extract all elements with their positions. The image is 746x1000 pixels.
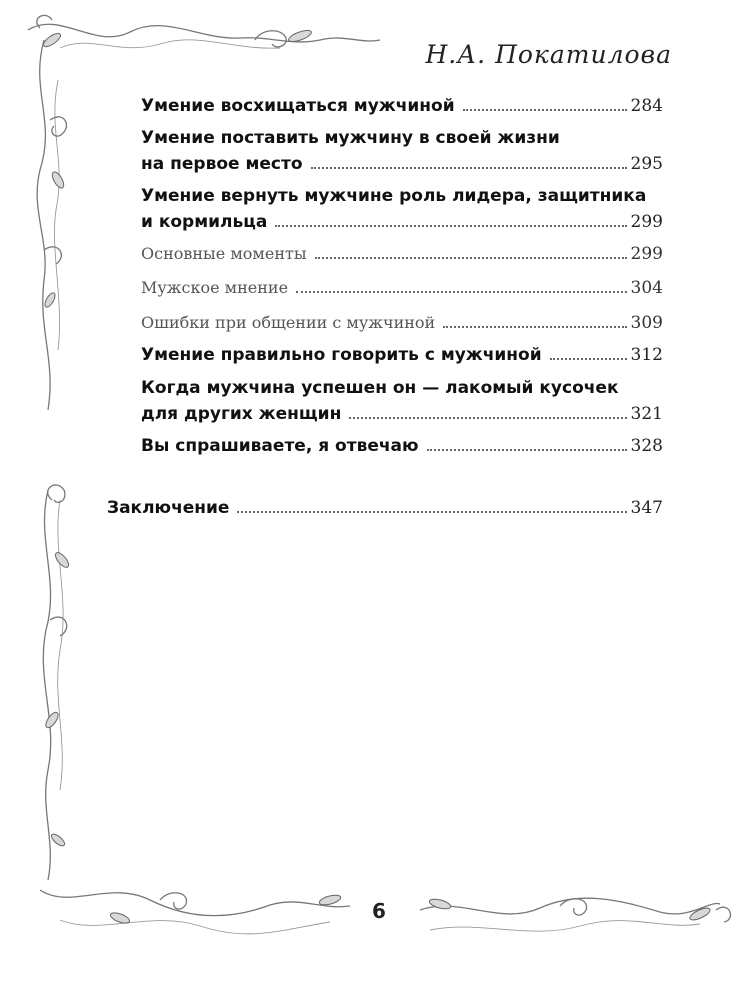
dot-leader [427,448,627,451]
toc-page-number: 328 [630,436,663,456]
toc-page-number: 295 [630,154,663,174]
toc-page-number: 309 [630,313,663,333]
toc-entry-title: Заключение [107,498,230,518]
dot-leader [296,290,627,293]
dot-leader [237,510,626,513]
toc-page-number: 312 [630,345,663,365]
toc-entry-title: Умение восхищаться мужчиной [141,96,455,116]
toc-entry-title: Умение вернуть мужчине роль лидера, защитника [141,186,647,206]
toc-entry-title-cont: для других женщин [141,404,342,424]
page-number: 6 [372,899,386,923]
dot-leader [275,224,626,227]
toc-page-number: 347 [630,498,663,518]
toc-page-number: 321 [630,404,663,424]
dot-leader [550,357,627,360]
dot-leader [315,256,627,259]
toc-page-number: 299 [630,244,663,264]
toc-entry-title: Ошибки при общении с мужчиной [141,313,436,332]
toc-page-number: 284 [630,96,663,116]
toc-page-number: 299 [630,212,663,232]
toc-entry-title: Основные моменты [141,244,307,263]
dot-leader [311,166,627,169]
author-header: Н.А. Покатилова [425,40,672,69]
dot-leader [443,325,626,328]
toc-page-number: 304 [630,278,663,298]
dot-leader [349,416,626,419]
dot-leader [463,108,627,111]
toc-entry-title-cont: на первое место [141,154,303,174]
toc-entry-title: Умение правильно говорить с мужчиной [141,345,542,365]
toc-entry-title: Умение поставить мужчину в своей жизни [141,128,560,148]
toc-entry-title-cont: и кормильца [141,212,268,232]
toc-entry-title: Мужское мнение [141,278,289,297]
toc-entry-title: Когда мужчина успешен он — лакомый кусочек [141,378,619,398]
toc-entry-title: Вы спрашиваете, я отвечаю [141,436,419,456]
